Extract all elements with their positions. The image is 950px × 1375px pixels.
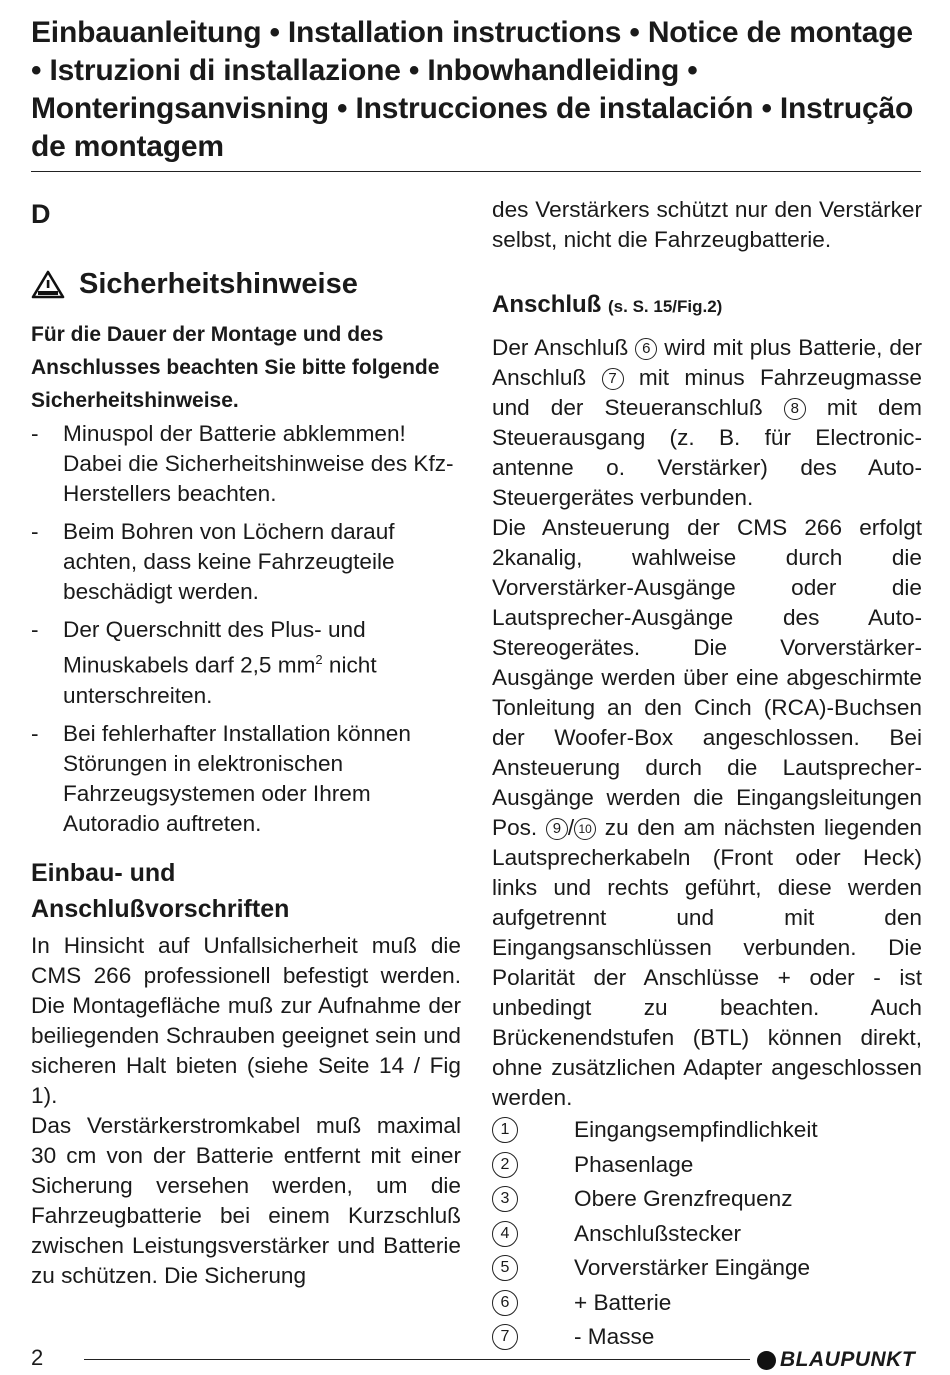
number-circle: 7 — [492, 1324, 518, 1350]
safety-rules-list — [31, 419, 461, 839]
safety-rule: - Beim Bohren von Löchern darauf achten, dass keine Fahrzeugteile beschädigt werden. — [31, 519, 395, 604]
title-divider — [31, 171, 921, 172]
list-dash: - — [31, 720, 39, 746]
legend-item: 2 Phasenlage — [492, 1148, 922, 1183]
safety-rule: - Bei fehlerhafter Installation können Störungen in elektronischen Fahrzeugsystemen oder Ihrem Autoradio auftreten. — [31, 720, 411, 836]
legend-list — [492, 1113, 922, 1355]
right-column — [492, 195, 922, 1355]
legend-item: 3 Obere Grenzfrequenz — [492, 1182, 922, 1217]
connection-paragraph: Der Anschluß 6 wird mit plus Batterie, der Anschluß 7 mit minus Fahrzeugmasse und der Steueranschluß 8 mit dem Steuerausgang (z. B. für Electronic-antenne o. Verstärker) des Auto-Steuergerätes verbunden. — [492, 335, 922, 510]
brand-dot-icon — [757, 1351, 776, 1370]
legend-item: 5 Vorverstärker Eingänge — [492, 1251, 922, 1286]
number-circle: 10 — [574, 818, 596, 840]
page-title: Einbauanleitung • Installation instructions • Notice de montage • Istruzioni di installazione • Inbowhandleiding • Monteringsanvisning • Instrucciones de instalación • Instrução de montagem — [31, 16, 914, 163]
legend-item: 1 Eingangsempfindlichkeit — [492, 1113, 922, 1148]
safety-heading: Sicherheitshinweise — [79, 268, 358, 300]
number-circle: 6 — [635, 338, 657, 360]
list-dash: - — [31, 519, 39, 544]
legend-item: 4 Anschlußstecker — [492, 1217, 922, 1252]
safety-rule: - Der Querschnitt des Plus- und Minuskabels darf 2,5 $mm^2$ nicht unterschreiten. — [31, 617, 377, 708]
number-circle: 3 — [492, 1186, 518, 1212]
number-circle: 5 — [492, 1255, 518, 1281]
brand-name: BLAUPUNKT — [780, 1348, 916, 1371]
number-circle: 8 — [784, 398, 806, 420]
number-circle: 2 — [492, 1152, 518, 1178]
number-circle: 1 — [492, 1117, 518, 1143]
footer-divider — [84, 1359, 750, 1360]
safety-intro: Für die Dauer der Montage und des Anschlusses beachten Sie bitte folgende Sicherheitshinweise. — [31, 323, 440, 412]
list-dash: - — [31, 421, 39, 446]
install-paragraph: Das Verstärkerstromkabel muß maximal 30 cm von der Batterie entfernt mit einer Sicherung versehen werden, um die Fahrzeugbatterie bei einem Kurzschluß zwischen Leistungsverstärker und Batterie zu schützen. Die Sicherung — [31, 1112, 461, 1288]
list-dash: - — [31, 617, 39, 642]
safety-rule: - Minuspol der Batterie abklemmen! Dabei die Sicherheitshinweise des Kfz- Herstellers beachten. — [31, 421, 454, 506]
continued-paragraph: des Verstärkers schützt nur den Verstärker selbst, nicht die Fahrzeugbatterie. — [492, 197, 922, 252]
connection-heading: Anschluß (s. S. 15/Fig.2) — [492, 291, 723, 318]
page-number: 2 — [31, 1345, 44, 1370]
legend-item: 7 - Masse — [492, 1320, 922, 1355]
install-heading: Einbau- und Anschlußvorschriften — [31, 858, 290, 923]
language-label: D — [31, 199, 51, 229]
figure-reference: (s. S. 15/Fig.2) — [608, 297, 723, 316]
number-circle: 7 — [602, 368, 624, 390]
brand-logo — [757, 1348, 915, 1372]
number-circle: 4 — [492, 1221, 518, 1247]
number-circle: 6 — [492, 1290, 518, 1316]
legend-item: 6 + Batterie — [492, 1286, 922, 1321]
control-paragraph: Die Ansteuerung der CMS 266 erfolgt 2kanalig, wahlweise durch die Vorverstärker-Ausgänge oder die Lautsprecher-Ausgänge des Auto-Stereogerätes. Die Vorverstärker-Ausgänge werden über eine abgeschirmte Tonleitung an den Cinch (RCA)-Buchsen der Woofer-Box angeschlossen. Bei Ansteuerung durch die Lautsprecher-Ausgänge werden die Eingangsleitungen Pos. 9 / 10 zu den am nächsten liegenden Lautsprecherkabeln (Front oder Heck) links und rechts geführt, diese werden aufgetrennt und mit den Eingangsanschlüssen verbunden. Die Polarität der Anschlüsse + oder - ist unbedingt zu beachten. Auch Brückenendstufen (BTL) können direkt, ohne zusätzlichen Adapter angeschlossen werden. — [492, 515, 922, 1110]
number-circle: 9 — [546, 818, 568, 840]
safety-heading-row — [31, 264, 461, 304]
left-column — [31, 180, 461, 1291]
warning-triangle-icon — [31, 269, 65, 299]
install-paragraph: In Hinsicht auf Unfallsicherheit muß die CMS 266 professionell befestigt werden. Die Montagefläche muß zur Aufnahme der beiliegenden Schrauben geeignet sein und sicheren Halt bieten (siehe Seite 14 / Fig 1). — [31, 932, 461, 1108]
